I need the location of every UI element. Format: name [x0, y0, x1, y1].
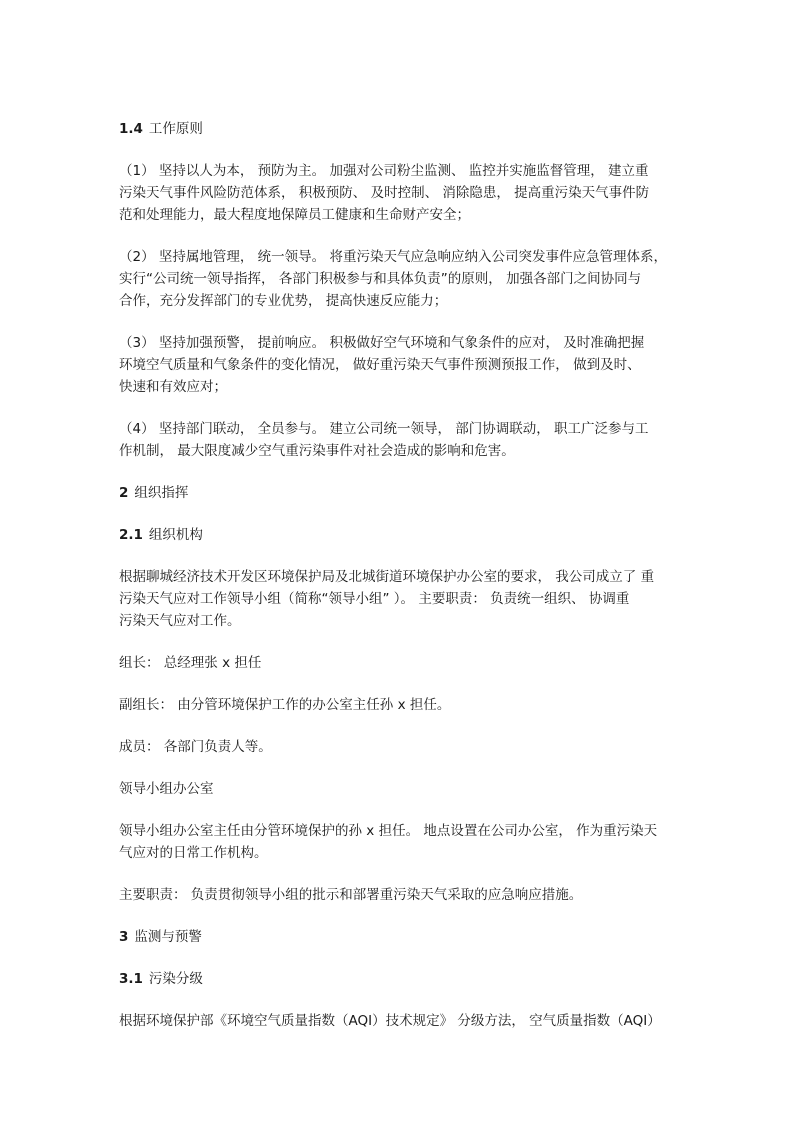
- section-heading-3-1: [119, 968, 679, 990]
- heading-number: 1.4: [119, 121, 143, 137]
- text-line: 环境空气质量和气象条件的变化情况， 做好重污染天气事件预测预报工作， 做到及时、: [119, 357, 641, 373]
- text-line: 污染天气应对工作。: [119, 613, 241, 629]
- duties-line: [119, 884, 679, 906]
- classification-paragraph: [119, 1010, 679, 1032]
- text-line: 作机制， 最大限度减少空气重污染事件对社会造成的影响和危害。: [119, 443, 515, 459]
- section-heading-2-1: [119, 524, 679, 546]
- members-line: [119, 736, 679, 758]
- text-line: （3） 坚持加强预警， 提前响应。 积极做好空气环境和气象条件的应对， 及时准确把握: [119, 335, 645, 351]
- section-heading-1-4: [119, 118, 679, 140]
- text-line: 副组长： 由分管环境保护工作的办公室主任孙 x 担任。: [119, 697, 451, 713]
- heading-title: 监测与预警: [134, 929, 202, 945]
- text-line: 合作，充分发挥部门的专业优势， 提高快速反应能力；: [119, 293, 448, 309]
- section-heading-3: [119, 926, 679, 948]
- document-body: [119, 118, 679, 1032]
- text-line: 组长： 总经理张 x 担任: [119, 655, 262, 671]
- text-line: 污染天气应对工作领导小组（简称“领导小组” ）。 主要职责： 负责统一组织、 协调重: [119, 591, 630, 607]
- leader-line: [119, 652, 679, 674]
- text-line: 主要职责： 负责贯彻领导小组的批示和部署重污染天气采取的应急响应措施。: [119, 887, 583, 903]
- heading-title: 组织指挥: [134, 485, 189, 501]
- heading-title: 组织机构: [148, 527, 203, 543]
- leading-group-office-label: [119, 778, 679, 800]
- text-line: 污染天气事件风险防范体系， 积极预防、 及时控制、 消除隐患， 提高重污染天气事件防: [119, 185, 650, 201]
- heading-title: 工作原则: [148, 121, 203, 137]
- deputy-leader-line: [119, 694, 679, 716]
- heading-title: 污染分级: [148, 971, 203, 987]
- section-heading-2: [119, 482, 679, 504]
- heading-number: 3: [119, 929, 129, 945]
- text-line: 气应对的日常工作机构。: [119, 845, 268, 861]
- principle-paragraph-1: [119, 160, 679, 226]
- text-line: （4） 坚持部门联动， 全员参与。 建立公司统一领导， 部门协调联动， 职工广泛参与工: [119, 421, 649, 437]
- organization-paragraph: [119, 566, 679, 632]
- principle-paragraph-3: [119, 332, 679, 398]
- principle-paragraph-2: [119, 246, 679, 312]
- text-line: 根据聊城经济技术开发区环境保护局及北城街道环境保护办公室的要求， 我公司成立了 重: [119, 569, 655, 585]
- text-line: （1） 坚持以人为本， 预防为主。 加强对公司粉尘监测、 监控并实施监督管理， 建立重: [119, 163, 649, 179]
- text-line: 领导小组办公室主任由分管环境保护的孙 x 担任。 地点设置在公司办公室， 作为重污染天: [119, 823, 658, 839]
- text-line: 实行“公司统一领导指挥， 各部门积极参与和具体负责”的原则， 加强各部门之间协同与: [119, 271, 642, 287]
- text-line: （2） 坚持属地管理， 统一领导。 将重污染天气应急响应纳入公司突发事件应急管理体系，: [119, 249, 667, 265]
- heading-number: 2: [119, 485, 129, 501]
- text-line: 成员： 各部门负责人等。: [119, 739, 272, 755]
- office-paragraph: [119, 820, 679, 864]
- principle-paragraph-4: [119, 418, 679, 462]
- heading-number: 3.1: [119, 971, 143, 987]
- heading-number: 2.1: [119, 527, 143, 543]
- text-line: 领导小组办公室: [119, 781, 214, 797]
- text-line: 范和处理能力，最大程度地保障员工健康和生命财产安全；: [119, 207, 470, 223]
- text-line: 根据环境保护部《环境空气质量指数（AQI）技术规定》 分级方法， 空气质量指数（AQI）: [119, 1013, 661, 1029]
- text-line: 快速和有效应对；: [119, 379, 227, 395]
